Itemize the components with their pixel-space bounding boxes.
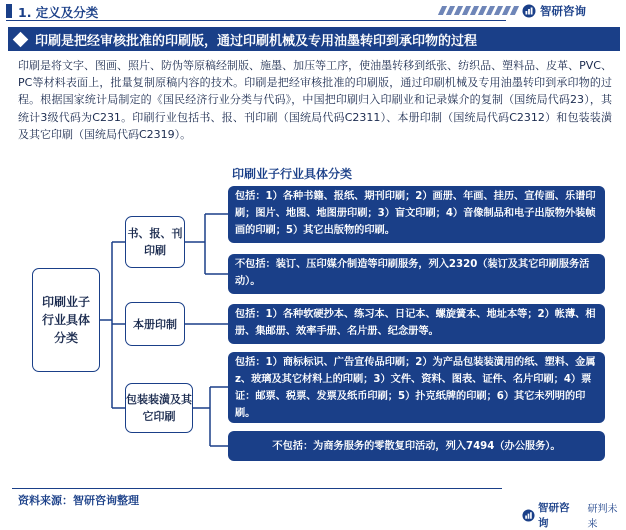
diagram-title: 印刷业子行业具体分类 <box>232 167 353 181</box>
detail-notebooks-include: 包括：1）各种软硬抄本、练习本、日记本、螺旋簧本、地址本等；2）帐薄、相册、集邮册、效率手册、名片册、纪念册等。 <box>228 304 605 344</box>
footer-divider <box>12 488 502 489</box>
detail-packaging-include: 包括：1）商标标识、广告宣传品印刷；2）为产品包装装潢用的纸、塑料、金属z、玻璃及其它材料上的印刷；3）文件、资料、图表、证件、名片印刷；4）票证：邮票、税票、发票及纸币印刷；5）扑克纸牌的印刷；6）其它未列明的印刷。 <box>228 352 605 423</box>
category-node-packaging <box>125 383 193 433</box>
banner-title: 印刷是把经审核批准的印刷版，通过印刷机械及专用油墨转印到承印物的过程 <box>35 33 478 49</box>
brand-name: 智研咨询 <box>540 4 586 18</box>
footer-brand <box>522 500 626 530</box>
source-note: 资料来源：智研咨询整理 <box>18 494 139 507</box>
category-node-notebooks <box>125 302 185 346</box>
section-title: 1. 定义及分类 <box>18 5 99 20</box>
category-label: 包装装潢及其它印刷 <box>126 393 192 423</box>
detail-packaging-exclude: 不包括：为商务服务的零散复印活动，列入7494（办公服务）。 <box>228 431 605 461</box>
category-label: 书、报、刊印刷 <box>127 227 183 257</box>
root-node-label: 印刷业子行业具体分类 <box>41 295 90 345</box>
category-node-books-newspapers <box>125 216 185 268</box>
footer-slogan: 研判未来 <box>587 504 618 530</box>
intro-paragraph: 印刷是将文字、图画、照片、防伪等原稿经制版、施墨、加压等工序，使油墨转移到纸张、纺织品、塑料品、皮革、PVC、PC等材料表面上，批量复制原稿内容的技术。印刷是把经审核批准的印刷版，通过印刷机械及专用油墨转印到承印物的过程。根据国家统计局制定的《国民经济行业分类与代码》，中国把印刷归入印刷业和记录媒介的复制（国统局代码23），其统计3级代码为C231。印刷行业包括书、报、刊印刷（国统局代码C2311）、本册印制（国统局代码C2312）和包装装潢及其它印刷（国统局代码C2319）。 <box>18 59 612 141</box>
brand-logo-icon <box>522 509 535 522</box>
detail-books-include: 包括：1）各种书籍、报纸、期刊印刷；2）画册、年画、挂历、宣传画、乐谱印刷；图片、地图、地图册印刷；3）盲文印刷；4）音像制品和电子出版物外装帧画的印刷；5）其它出版物的印刷。 <box>228 186 605 243</box>
category-label: 本册印制 <box>133 318 177 331</box>
root-node <box>32 268 100 372</box>
footer-brand-name: 智研咨询 <box>538 502 570 529</box>
detail-books-exclude: 不包括：装订、压印媒介制造等印刷服务，列入2320（装订及其它印刷服务活动）。 <box>228 254 605 294</box>
